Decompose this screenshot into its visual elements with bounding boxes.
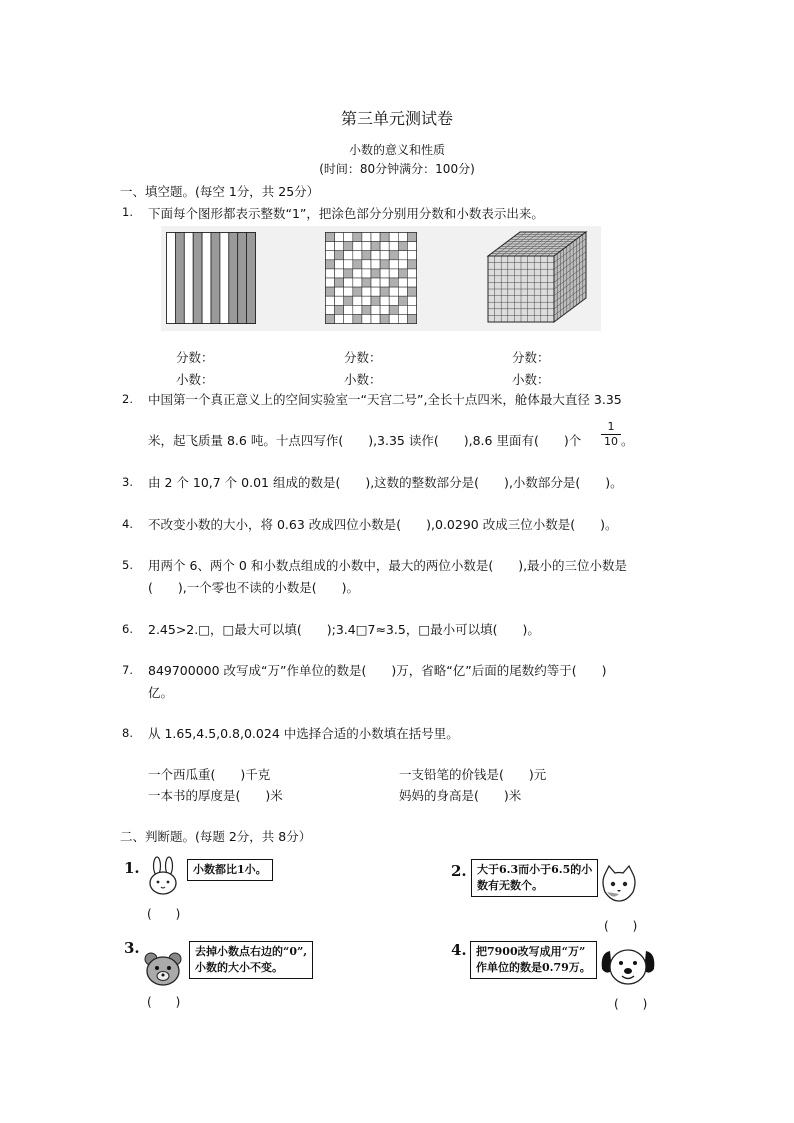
q2-line2: 米，起飞质量 8.6 吨。十点四写作( ),3.35 读作( ),8.6 里面有( )个 (148, 433, 582, 448)
q8-item-mother: 妈妈的身高是( )米 (399, 788, 522, 803)
judge3-answer: ( ) (147, 995, 181, 1009)
judge4-number: 4. (451, 941, 467, 959)
judge2-answer: ( ) (604, 919, 638, 933)
time-info: (时间：80分钟满分：100分) (319, 162, 475, 176)
q1-fraction-label-1: 分数： (176, 350, 214, 365)
q3-number: 3. (122, 475, 133, 489)
judge3-statement-line2: 小数的大小不变。 (195, 961, 283, 974)
q2-fraction-denominator: 10 (604, 435, 618, 448)
q1-number: 1. (122, 205, 133, 219)
q7-line1: 849700000 改写成“万”作单位的数是( )万，省略“亿”后面的尾数约等于( ) (148, 663, 607, 678)
q6-number: 6. (122, 622, 133, 636)
strips-figure (166, 232, 256, 324)
judge4-speech-bubble (470, 941, 597, 979)
judge1-statement: 小数都比1小。 (193, 863, 267, 876)
judge2-number: 2. (451, 862, 467, 880)
page-title: 第三单元测试卷 (340, 109, 453, 128)
q1-fraction-label-2: 分数： (344, 350, 382, 365)
q8-item-watermelon: 一个西瓜重( )千克 (148, 767, 271, 782)
q1-decimal-label-1: 小数： (176, 372, 214, 387)
q2-line1: 中国第一个真正意义上的空间实验室一“天宫二号”,全长十点四米，舱体最大直径 3.35 (148, 392, 622, 407)
q1-text: 下面每个图形都表示整数“1”，把涂色部分分别用分数和小数表示出来。 (148, 206, 544, 221)
judge2-statement-line2: 数有无数个。 (477, 879, 543, 892)
judge1-answer: ( ) (147, 907, 181, 921)
cat-icon (599, 864, 639, 904)
q8-text: 从 1.65,4.5,0.8,0.024 中选择合适的小数填在括号里。 (148, 726, 459, 741)
q8-number: 8. (122, 726, 133, 740)
q5-line2: ( ),一个零也不读的小数是( )。 (148, 580, 359, 595)
q6-text: 2.45>2.□，□最大可以填( );3.4□7≈3.5，□最小可以填( )。 (148, 622, 540, 637)
judge1-speech-bubble (187, 859, 273, 881)
judge2-statement-line1: 大于6.3而小于6.5的小 (477, 863, 593, 876)
q8-item-pencil: 一支铅笔的价钱是( )元 (399, 767, 547, 782)
q1-fraction-label-3: 分数： (512, 350, 550, 365)
q1-decimal-label-2: 小数： (344, 372, 382, 387)
section2-heading: 二、判断题。(每题 2分，共 8分） (120, 829, 312, 844)
thousand-cube-figure (484, 228, 589, 326)
judge3-number: 3. (124, 939, 140, 957)
q2-line2-end: 。 (621, 433, 634, 448)
judge3-statement-line1: 去掉小数点右边的“0”, (195, 945, 308, 958)
judge4-answer: ( ) (614, 997, 648, 1011)
q3-text: 由 2 个 10,7 个 0.01 组成的数是( ),这数的整数部分是( ),小数部分是( )。 (148, 475, 623, 490)
judge2-speech-bubble (471, 859, 598, 897)
judge4-statement-line2: 作单位的数是0.79万。 (476, 961, 591, 974)
q4-number: 4. (122, 517, 133, 531)
hundred-grid-figure (325, 232, 417, 324)
q1-decimal-label-3: 小数： (512, 372, 550, 387)
dog-icon (598, 945, 658, 989)
page-subtitle: 小数的意义和性质 (348, 143, 445, 157)
judge4-statement-line1: 把7900改写成用“万” (476, 945, 586, 958)
judge3-speech-bubble (189, 941, 313, 979)
q5-line1: 用两个 6、两个 0 和小数点组成的小数中，最大的两位小数是( ),最小的三位小数是 (148, 558, 628, 573)
q7-number: 7. (122, 663, 133, 677)
q2-fraction-numerator: 1 (601, 420, 621, 435)
rabbit-icon (145, 856, 183, 896)
q7-line2: 亿。 (148, 685, 174, 700)
q8-item-book: 一本书的厚度是( )米 (148, 788, 283, 803)
q2-number: 2. (122, 392, 133, 406)
q4-text: 不改变小数的大小，将 0.63 改成四位小数是( ),0.0290 改成三位小数是( )。 (148, 517, 618, 532)
bear-icon (143, 951, 183, 987)
judge1-number: 1. (124, 859, 140, 877)
q2-fraction (601, 420, 621, 449)
section1-heading: 一、填空题。(每空 1分，共 25分） (120, 184, 320, 199)
q5-number: 5. (122, 558, 133, 572)
